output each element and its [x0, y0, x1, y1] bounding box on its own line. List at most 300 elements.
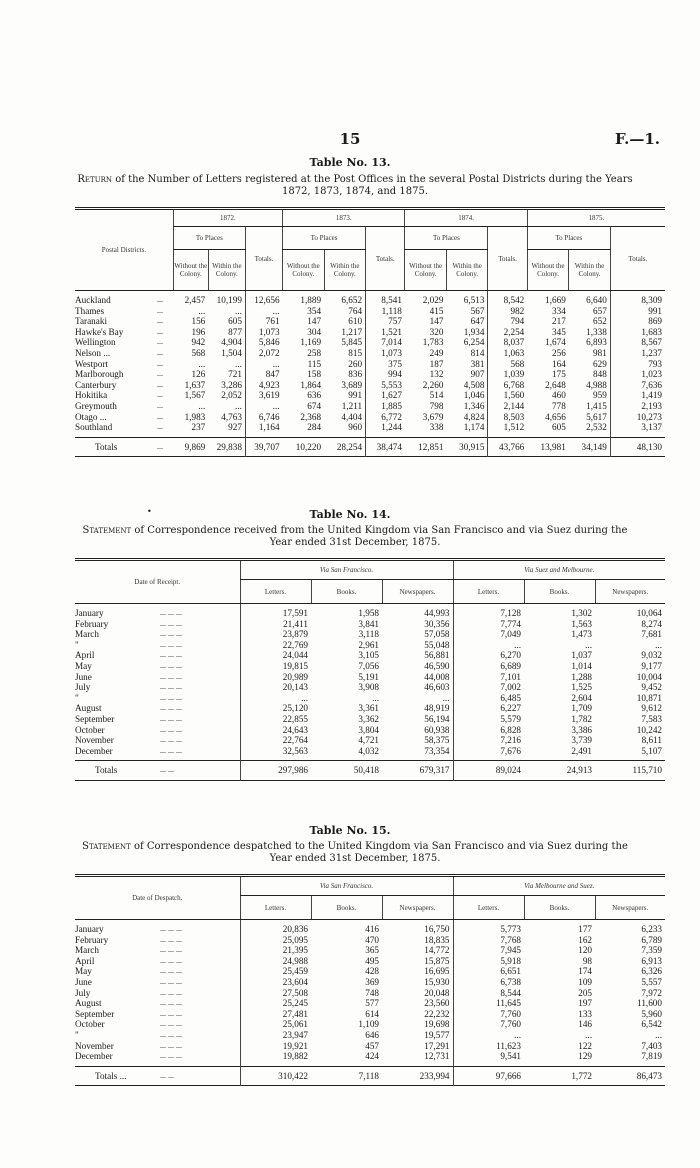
row-label: March — [75, 945, 99, 956]
table-row — [75, 672, 665, 683]
leader-dots: ... ... ... — [160, 724, 182, 734]
data-cell: 4,923 — [245, 380, 282, 391]
table-row — [75, 1041, 665, 1052]
data-cell: 6,254 — [463, 337, 485, 348]
data-cell: 679,317 — [419, 765, 450, 776]
data-cell: 19,921 — [240, 1041, 311, 1052]
data-cell: 304 — [307, 326, 322, 337]
row-label: Totals — [95, 441, 118, 452]
without-colony-header: Without the Colony. — [405, 250, 447, 291]
data-cell: 25,095 — [240, 935, 311, 946]
books-header: Books. — [311, 896, 382, 920]
data-cell: 16,695 — [424, 966, 450, 977]
data-cell: 2,254 — [488, 327, 527, 338]
caption-text: of the Number of Letters registered at the Post Offices in the several Postal Districts during the Years 1872, 1873, 1874, and 1875. — [115, 174, 633, 197]
row-label: April — [75, 650, 95, 661]
row-label: Hokitika — [75, 390, 108, 401]
data-cell: 1,073 — [245, 327, 282, 338]
data-cell: 761 — [245, 316, 282, 327]
year-header: 1873. — [283, 209, 405, 227]
data-cell: 11,623 — [453, 1041, 524, 1052]
data-cell: 24,988 — [240, 956, 311, 967]
data-cell: 25,120 — [240, 703, 311, 714]
data-cell: 1,419 — [610, 390, 665, 401]
data-cell: 23,560 — [424, 998, 450, 1009]
data-cell: ... — [453, 640, 524, 651]
table-row — [75, 337, 665, 348]
table-14-title: Table No. 14. — [309, 508, 391, 521]
books-header: Books. — [311, 580, 382, 604]
data-cell: 7,819 — [641, 1051, 662, 1062]
table-13-caption — [75, 174, 635, 198]
data-cell: 56,194 — [424, 713, 450, 724]
data-cell: 4,508 — [463, 379, 485, 390]
data-cell: ... — [442, 692, 450, 703]
data-cell: 5,553 — [366, 380, 405, 391]
data-cell: 6,270 — [453, 650, 524, 661]
data-cell: 7,681 — [641, 629, 662, 640]
table-row — [75, 924, 665, 935]
data-cell: 2,604 — [571, 692, 592, 703]
data-cell: 1,521 — [366, 327, 405, 338]
caption-lead: Statement — [82, 841, 131, 852]
data-cell: 177 — [578, 924, 592, 934]
data-cell: 7,768 — [453, 935, 524, 946]
data-cell: 20,989 — [240, 672, 311, 683]
data-cell: 10,273 — [610, 412, 665, 423]
data-cell: 1,512 — [488, 422, 527, 433]
row-label: Otago ... — [75, 411, 107, 422]
leader-dots: ... ... ... — [160, 608, 182, 617]
within-colony-header: Within the Colony. — [446, 250, 488, 291]
data-cell: 1,037 — [571, 650, 592, 661]
row-label: Canterbury — [75, 379, 117, 390]
data-cell: 8,503 — [488, 412, 527, 423]
data-cell: 2,052 — [221, 390, 242, 401]
data-cell: 981 — [593, 347, 607, 358]
leader-dots: ... ... — [160, 1070, 174, 1080]
data-cell: 1,627 — [366, 390, 405, 401]
data-cell: 636 — [307, 390, 322, 401]
data-cell: 1,217 — [341, 326, 363, 337]
without-colony-header: Without the Colony. — [527, 250, 569, 291]
data-cell: 60,938 — [424, 724, 450, 735]
data-cell: 6,768 — [488, 380, 527, 391]
data-cell: 614 — [365, 1008, 379, 1019]
data-cell: 6,738 — [453, 977, 524, 988]
data-cell: 1,415 — [586, 400, 607, 411]
data-cell: ... — [235, 305, 242, 316]
data-cell: 174 — [578, 966, 592, 977]
data-cell: 3,908 — [358, 682, 379, 693]
data-cell: 3,362 — [358, 713, 379, 724]
row-label: Taranaki — [75, 316, 108, 327]
via-melbourne-header: Via Melbourne and Suez. — [453, 876, 665, 896]
data-cell: 5,773 — [453, 924, 524, 935]
data-cell: 3,619 — [245, 390, 282, 401]
data-cell: 1,039 — [488, 369, 527, 380]
data-cell: 942 — [191, 337, 206, 348]
table-row — [75, 619, 665, 630]
leader-dots: ... — [156, 369, 163, 379]
year-header: 1875. — [527, 209, 665, 227]
row-label: Nelson ... — [75, 347, 111, 358]
newspapers-header: Newspapers. — [595, 580, 665, 604]
data-cell: 9,541 — [453, 1051, 524, 1062]
table-row — [75, 629, 665, 640]
data-cell: 7,760 — [453, 1019, 524, 1030]
leader-dots: ... ... ... — [160, 966, 182, 976]
data-cell: 1,338 — [586, 326, 607, 337]
data-cell: 470 — [365, 934, 379, 945]
data-cell: 460 — [552, 390, 566, 401]
newspapers-header: Newspapers. — [595, 896, 665, 920]
data-cell: 794 — [488, 316, 527, 327]
data-cell: 610 — [348, 316, 363, 327]
data-cell: 256 — [552, 347, 566, 358]
data-cell: 115 — [307, 358, 322, 369]
data-cell: 6,326 — [641, 966, 662, 977]
data-cell: 3,804 — [358, 724, 379, 735]
data-cell: ... — [198, 305, 206, 316]
data-cell: 98 — [582, 955, 592, 966]
data-cell: 57,058 — [424, 629, 450, 640]
data-cell: 115,710 — [632, 765, 662, 776]
data-cell: 5,918 — [453, 956, 524, 967]
data-cell: 23,879 — [240, 629, 311, 640]
data-cell: 23,604 — [240, 977, 311, 988]
data-cell: 5,960 — [641, 1008, 662, 1019]
data-cell: 6,789 — [641, 934, 662, 945]
data-cell: 9,452 — [641, 682, 662, 693]
data-cell: 29,838 — [216, 441, 242, 452]
totals-row — [75, 437, 665, 457]
leader-dots: ... — [156, 326, 163, 336]
data-cell: 877 — [228, 326, 242, 337]
data-cell: 20,143 — [240, 682, 311, 693]
via-san-francisco-header: Via San Francisco. — [240, 560, 453, 580]
data-cell: 7,056 — [358, 660, 379, 671]
table-row — [75, 306, 665, 317]
table-row — [75, 714, 665, 725]
data-cell: ... — [235, 400, 242, 411]
row-label: May — [75, 966, 92, 977]
caption-text: of Correspondence received from the United Kingdom via San Francisco and via Suez during the Year ended 31st December, 1875. — [134, 525, 628, 548]
leader-dots: ... ... ... — [160, 735, 182, 745]
caption-lead: Return — [77, 174, 112, 185]
data-cell: ... — [240, 693, 311, 704]
leader-dots: ... ... ... — [160, 934, 182, 944]
data-cell: 1,560 — [488, 390, 527, 401]
leader-dots: ... ... ... — [160, 682, 182, 692]
newspapers-header: Newspapers. — [382, 580, 453, 604]
table-15 — [75, 874, 665, 1086]
row-label: September — [75, 1008, 115, 1019]
data-cell: 959 — [593, 390, 607, 401]
table-row — [75, 693, 665, 704]
data-cell: 249 — [429, 347, 444, 358]
table-row — [75, 746, 665, 757]
data-cell: 1,674 — [545, 337, 566, 348]
data-cell: 320 — [429, 326, 444, 337]
data-cell: 6,772 — [366, 412, 405, 423]
data-cell: 605 — [228, 316, 242, 327]
stray-mark: • — [147, 507, 152, 516]
data-cell: 15,930 — [424, 976, 450, 987]
leader-dots: ... ... ... — [160, 1019, 182, 1029]
row-label: June — [75, 671, 92, 682]
data-cell: 16,750 — [424, 924, 450, 934]
data-cell: 1,346 — [463, 400, 485, 411]
data-cell: 6,542 — [641, 1019, 662, 1030]
data-cell: 132 — [429, 369, 444, 380]
leader-dots: ... ... ... — [160, 1029, 182, 1039]
table-row — [75, 348, 665, 359]
totals-header: Totals. — [366, 227, 405, 291]
report-reference: F.—1. — [614, 130, 660, 148]
data-cell: 6,828 — [453, 725, 524, 736]
table-row — [75, 608, 665, 619]
leader-dots: ... ... ... — [160, 1051, 182, 1061]
data-cell: 991 — [348, 390, 363, 401]
leader-dots: ... ... ... — [160, 998, 182, 1008]
data-cell: 197 — [578, 998, 592, 1009]
data-cell: 7,676 — [453, 746, 524, 757]
data-cell: 6,227 — [453, 703, 524, 714]
data-cell: 7,101 — [453, 672, 524, 683]
data-cell: 32,563 — [240, 746, 311, 757]
row-label: May — [75, 660, 92, 671]
leader-dots: ... ... ... — [160, 924, 182, 933]
data-cell: 10,871 — [636, 692, 662, 703]
data-cell: 7,774 — [453, 619, 524, 630]
row-label: August — [75, 703, 102, 714]
leader-dots: ... — [156, 337, 163, 347]
data-cell: 3,286 — [221, 379, 242, 390]
to-places-header: To Places — [405, 227, 488, 250]
to-places-header: To Places — [527, 227, 610, 250]
data-cell: 21,395 — [240, 945, 311, 956]
data-cell: 43,766 — [488, 437, 527, 457]
data-cell: 4,032 — [358, 745, 379, 756]
data-cell: 798 — [429, 400, 444, 411]
data-cell: 647 — [470, 316, 485, 327]
data-cell: 5,107 — [641, 745, 662, 756]
data-cell: 1,118 — [366, 306, 405, 317]
within-colony-header: Within the Colony. — [569, 250, 611, 291]
data-cell: 38,474 — [366, 437, 405, 457]
table-row — [75, 401, 665, 412]
data-cell: ... — [453, 1030, 524, 1041]
data-cell: 927 — [228, 422, 242, 433]
data-cell: 4,404 — [341, 411, 363, 422]
data-cell: 1,504 — [221, 347, 242, 358]
data-cell: 12,851 — [418, 441, 444, 452]
data-cell: 44,008 — [424, 671, 450, 682]
data-cell: 6,913 — [641, 955, 662, 966]
data-cell: 1,864 — [300, 379, 322, 390]
data-cell: 629 — [593, 358, 607, 369]
row-label: " — [75, 1029, 79, 1040]
data-cell: 416 — [365, 924, 379, 934]
data-cell: 1,563 — [571, 618, 592, 629]
data-cell: 58,375 — [424, 735, 450, 746]
via-san-francisco-header: Via San Francisco. — [240, 876, 453, 896]
data-cell: 657 — [593, 305, 607, 316]
data-cell: 1,302 — [571, 608, 592, 618]
leader-dots: ... — [156, 379, 163, 389]
data-cell: 1,958 — [358, 608, 379, 618]
data-cell: 2,193 — [610, 401, 665, 412]
letters-header: Letters. — [240, 580, 311, 604]
table-13-totals — [75, 437, 665, 457]
data-cell: 814 — [470, 347, 485, 358]
table-13 — [75, 207, 665, 457]
leader-dots: ... ... ... — [160, 692, 182, 702]
data-cell: 162 — [578, 934, 592, 945]
data-cell: 3,137 — [610, 422, 665, 433]
data-cell: 20,048 — [424, 987, 450, 998]
data-cell: 1,983 — [184, 411, 206, 422]
leader-dots: ... ... ... — [160, 713, 182, 723]
table-row — [75, 966, 665, 977]
data-cell: 164 — [552, 358, 566, 369]
data-cell: 4,824 — [463, 411, 485, 422]
leader-dots: ... — [156, 347, 163, 357]
data-cell: 6,746 — [245, 412, 282, 423]
data-cell: 120 — [578, 945, 592, 956]
data-cell: 19,577 — [424, 1029, 450, 1040]
data-cell: 652 — [593, 316, 607, 327]
data-cell: 89,024 — [453, 761, 524, 781]
data-cell: 5,617 — [586, 411, 607, 422]
data-cell: 5,846 — [245, 337, 282, 348]
data-cell: 46,603 — [424, 682, 450, 693]
data-cell: 27,481 — [240, 1009, 311, 1020]
data-cell: 6,485 — [453, 693, 524, 704]
data-cell: 8,567 — [610, 337, 665, 348]
data-cell: 7,118 — [358, 1070, 379, 1081]
data-cell: 8,542 — [488, 295, 527, 306]
leader-dots: ... ... ... — [160, 987, 182, 997]
data-cell: 7,002 — [453, 682, 524, 693]
col-date-of-despatch: Date of Despatch. — [75, 876, 240, 920]
data-cell: 2,457 — [184, 295, 206, 305]
data-cell: 22,769 — [240, 640, 311, 651]
data-cell: 3,361 — [358, 703, 379, 714]
leader-dots: ... — [156, 400, 163, 410]
data-cell: 1,169 — [300, 337, 322, 348]
letters-header: Letters. — [453, 580, 524, 604]
data-cell: 2,072 — [245, 348, 282, 359]
data-cell: 2,961 — [358, 639, 379, 650]
data-cell: ... — [198, 358, 206, 369]
row-label: August — [75, 998, 102, 1009]
data-cell: 23,947 — [240, 1030, 311, 1041]
data-cell: 22,855 — [240, 714, 311, 725]
table-row — [75, 380, 665, 391]
table-row — [75, 1051, 665, 1062]
data-cell: ... — [235, 358, 242, 369]
data-cell: 568 — [488, 359, 527, 370]
table-15-body — [75, 920, 665, 1067]
data-cell: 3,739 — [571, 735, 592, 746]
data-cell: 22,232 — [424, 1008, 450, 1019]
data-cell: 674 — [307, 400, 322, 411]
data-cell: 338 — [429, 422, 444, 433]
data-cell: 147 — [307, 316, 322, 327]
table-row — [75, 359, 665, 370]
row-label: December — [75, 1051, 113, 1062]
data-cell: 1,244 — [366, 422, 405, 433]
data-cell: 18,835 — [424, 934, 450, 945]
data-cell: 6,651 — [453, 966, 524, 977]
data-cell: 7,760 — [453, 1009, 524, 1020]
table-row — [75, 988, 665, 999]
data-cell: 495 — [365, 955, 379, 966]
leader-dots: ... — [156, 358, 163, 368]
table-row — [75, 1019, 665, 1030]
data-cell: 11,645 — [453, 998, 524, 1009]
data-cell: 156 — [191, 316, 206, 327]
data-cell: ... — [245, 401, 282, 412]
data-cell: 815 — [348, 347, 363, 358]
year-header: 1874. — [405, 209, 527, 227]
data-cell: 3,689 — [341, 379, 363, 390]
table-15-title: Table No. 15. — [309, 824, 391, 837]
leader-dots: ... ... ... — [160, 629, 182, 639]
data-cell: 19,698 — [424, 1019, 450, 1030]
data-cell: 5,557 — [641, 976, 662, 987]
data-cell: 237 — [191, 422, 206, 433]
data-cell: 514 — [429, 390, 444, 401]
data-cell: 748 — [365, 987, 379, 998]
table-row — [75, 390, 665, 401]
data-cell: 375 — [366, 359, 405, 370]
row-label: Thames — [75, 305, 105, 316]
row-label: Wellington — [75, 337, 116, 348]
data-cell: ... — [372, 692, 379, 703]
row-label: Marlborough — [75, 369, 124, 380]
data-cell: 1,023 — [610, 369, 665, 380]
data-cell: 48,130 — [610, 437, 665, 457]
data-cell: 1,073 — [366, 348, 405, 359]
row-label: " — [75, 692, 79, 703]
data-cell: 646 — [365, 1029, 379, 1040]
row-label: September — [75, 713, 115, 724]
data-cell: 7,583 — [641, 713, 662, 724]
row-label: January — [75, 924, 104, 934]
data-cell: 1,783 — [422, 337, 444, 348]
data-cell: 8,611 — [641, 735, 662, 746]
data-cell: 793 — [610, 359, 665, 370]
data-cell: 310,422 — [240, 1066, 311, 1086]
data-cell: 48,919 — [424, 703, 450, 714]
data-cell: 354 — [307, 305, 322, 316]
data-cell: 7,972 — [641, 987, 662, 998]
row-label: April — [75, 955, 95, 966]
data-cell: 9,612 — [641, 703, 662, 714]
data-cell: 44,993 — [424, 608, 450, 618]
leader-dots: ... ... ... — [160, 660, 182, 670]
data-cell: 8,541 — [366, 295, 405, 306]
leader-dots: ... ... ... — [160, 945, 182, 955]
data-cell: 14,772 — [424, 945, 450, 956]
row-label: November — [75, 735, 114, 746]
data-cell: 7,403 — [641, 1040, 662, 1051]
data-cell: 260 — [348, 358, 363, 369]
data-cell: 17,291 — [424, 1040, 450, 1051]
